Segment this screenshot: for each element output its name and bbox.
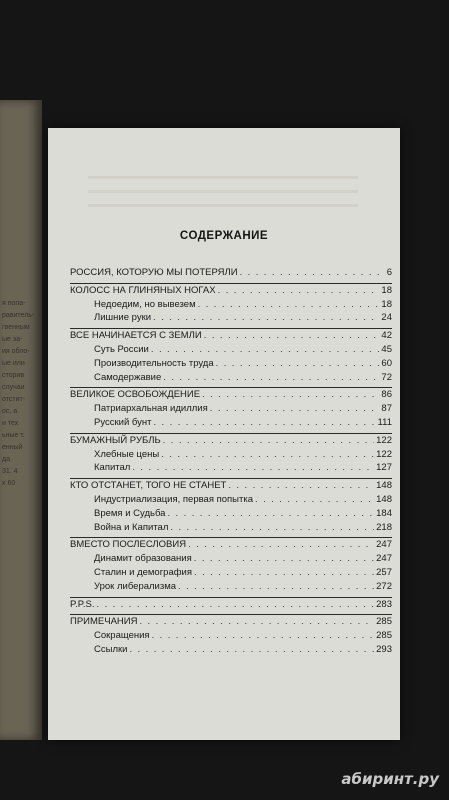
dot-leader [163,371,379,385]
toc-section [70,266,392,280]
toc-subsection-entry [70,521,392,535]
subsection-title: Урок либерализма [94,580,177,592]
toc-subsection-entry [70,371,392,385]
left-page-text-fragment: да [2,456,10,463]
chapter-title: РОССИЯ, КОТОРУЮ МЫ ПОТЕРЯЛИ [70,267,238,278]
section-rule [70,478,392,479]
toc-chapter-entry [70,388,392,402]
page-number: 257 [376,566,392,578]
section-rule [70,387,392,388]
left-page-text-fragment: ые за- [2,336,23,343]
left-page-text-fragment: ия обло- [2,348,30,355]
page-number: 87 [381,403,392,415]
subsection-title: Война и Капитал [94,521,169,533]
page-number: 285 [376,616,392,628]
dot-leader [167,507,374,521]
page-number: 6 [386,267,392,278]
section-rule [70,283,392,284]
page-number: 293 [376,643,392,655]
toc-chapter-entry [70,615,392,629]
left-page-text-fragment: отстит- [2,396,26,403]
page-number: 60 [381,357,392,369]
page-number: 283 [376,598,392,610]
toc-section [70,598,392,612]
subsection-title: Производительность труда [94,357,214,369]
toc-subsection-entry [70,566,392,580]
dot-leader [188,538,374,552]
toc-section [70,538,392,593]
left-page-text-fragment: 31. 4 [2,468,18,475]
subsection-title: Самодержавие [94,371,162,383]
page-number: 247 [376,539,392,551]
left-page-text-fragment: я попа- [2,300,26,307]
subsection-title: Хлебные цены [94,448,160,460]
subsection-title: Недоедим, но вывезем [94,298,196,310]
toc-section [70,388,392,429]
subsection-title: Лишние руки [94,312,152,324]
page-number: 127 [376,462,392,474]
page-number: 184 [376,507,392,519]
subsection-title: Время и Судьба [94,507,166,519]
dot-leader [194,566,374,580]
toc-section [70,329,392,384]
subsection-title: Динамит образования [94,553,192,565]
chapter-title: P.P.S. [70,598,95,610]
dot-leader [198,298,380,312]
chapter-title: ПРИМЕЧАНИЯ [70,616,138,628]
dot-leader [132,461,374,475]
toc-chapter-entry [70,266,392,280]
toc-chapter-entry [70,538,392,552]
chapter-title: КТО ОТСТАНЕТ, ТОГО НЕ СТАНЕТ [70,480,227,492]
left-page [0,100,42,740]
left-page-text-fragment: случаи [2,384,25,391]
left-page-text-fragment: ьные т. [2,432,25,439]
section-rule [70,328,392,329]
toc-subsection-entry [70,298,392,312]
left-page-text-fragment: ые или [2,360,25,367]
toc-list [70,266,392,657]
page-number: 122 [376,448,392,460]
page-number: 72 [381,371,392,383]
toc-subsection-entry [70,402,392,416]
page-number: 42 [381,330,392,342]
subsection-title: Русский бунт [94,416,152,428]
chapter-title: КОЛОСС НА ГЛИНЯНЫХ НОГАХ [70,284,216,296]
dot-leader [139,615,374,629]
left-page-text-fragment: гвенным [2,324,30,331]
toc-subsection-entry [70,552,392,566]
dot-leader [163,434,374,448]
page-number: 111 [377,416,392,428]
bleed-through-line [88,204,358,207]
dot-leader [255,493,374,507]
toc-subsection-entry [70,461,392,475]
toc-section [70,615,392,656]
dot-leader [153,416,375,430]
section-rule [70,597,392,598]
page-number: 218 [376,521,392,533]
dot-leader [202,388,379,402]
bleed-through-line [88,176,358,179]
dot-leader [153,311,379,325]
left-page-text-fragment: равитель- [2,312,35,319]
dot-leader [240,266,385,280]
subsection-title: Ссылки [94,643,128,655]
toc-subsection-entry [70,357,392,371]
watermark: абиринт.ру [341,770,439,788]
section-rule [70,537,392,538]
dot-leader [218,284,380,298]
subsection-title: Патриархальная идиллия [94,403,208,415]
subsection-title: Индустриализация, первая попытка [94,493,254,505]
page-number: 247 [376,553,392,565]
page-number: 45 [381,343,392,355]
dot-leader [194,552,374,566]
page-number: 18 [381,298,392,310]
toc-page [48,128,400,740]
section-rule [70,433,392,434]
toc-subsection-entry [70,507,392,521]
subsection-title: Сталин и демография [94,566,193,578]
page-number: 285 [376,630,392,642]
subsection-title: Капитал [94,462,131,474]
chapter-title: ВЕЛИКОЕ ОСВОБОЖДЕНИЕ [70,389,201,401]
dot-leader [96,598,374,612]
chapter-title: ВСЕ НАЧИНАЕТСЯ С ЗЕМЛИ [70,330,202,342]
chapter-title: ВМЕСТО ПОСЛЕСЛОВИЯ [70,539,187,551]
toc-subsection-entry [70,311,392,325]
toc-subsection-entry [70,643,392,657]
dot-leader [161,448,374,462]
toc-section [70,284,392,325]
left-page-text-fragment: х 60 [2,480,16,487]
left-page-text-fragment: и тех [2,420,19,427]
page-number: 24 [381,312,392,324]
subsection-title: Суть России [94,343,149,355]
dot-leader [204,329,380,343]
dot-leader [170,521,374,535]
toc-section [70,479,392,534]
toc-title: СОДЕРЖАНИЕ [179,230,269,242]
dot-leader [210,402,380,416]
chapter-title: БУМАЖНЫЙ РУБЛЬ [70,434,161,446]
dot-leader [152,629,375,643]
page-number: 86 [381,389,392,401]
left-page-text-fragment: сторив [2,372,25,379]
toc-section [70,434,392,475]
toc-chapter-entry [70,434,392,448]
toc-subsection-entry [70,448,392,462]
toc-chapter-entry [70,284,392,298]
toc-chapter-entry [70,329,392,343]
toc-subsection-entry [70,629,392,643]
toc-chapter-entry [70,598,392,612]
page-number: 148 [376,493,392,505]
page-number: 18 [381,284,392,296]
toc-subsection-entry [70,416,392,430]
toc-subsection-entry [70,493,392,507]
dot-leader [129,643,374,657]
toc-chapter-entry [70,479,392,493]
toc-subsection-entry [70,580,392,594]
subsection-title: Сокращения [94,630,150,642]
dot-leader [151,343,380,357]
section-rule [70,614,392,615]
page-number: 148 [376,480,392,492]
left-page-text-fragment: енный [2,444,23,451]
bleed-through-line [88,190,358,193]
page-number: 272 [376,580,392,592]
toc-subsection-entry [70,343,392,357]
dot-leader [178,580,374,594]
left-page-text-fragment: ос, а [2,408,18,415]
dot-leader [228,479,374,493]
page-number: 122 [376,434,392,446]
dot-leader [216,357,380,371]
